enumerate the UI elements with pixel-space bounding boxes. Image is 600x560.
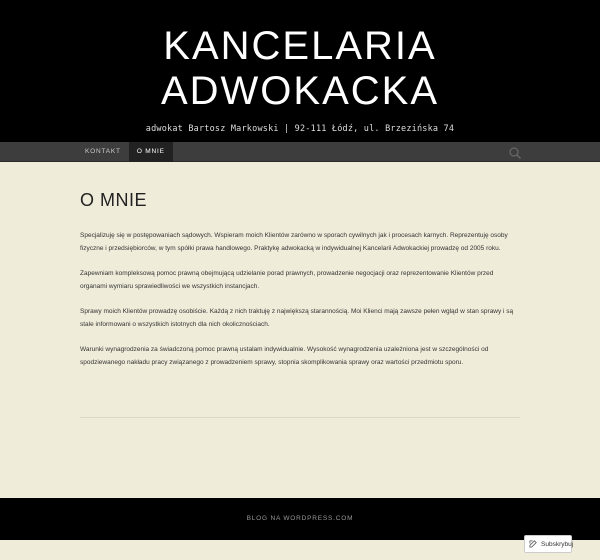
subscribe-label: Subskrybuj — [541, 540, 574, 548]
site-title-line1: KANCELARIA — [163, 24, 437, 68]
nav-item-o-mnie[interactable]: O MNIE — [129, 142, 173, 162]
footer-wordpress-link[interactable]: BLOG NA WORDPRESS.COM — [246, 515, 354, 522]
site-title[interactable] — [0, 24, 600, 114]
subscribe-button[interactable] — [524, 535, 572, 553]
main-navigation — [0, 142, 600, 162]
content-paragraph: Zapewniam kompleksową pomoc prawną obejmującą udzielanie porad prawnych, prowadzenie negocjacji oraz reprezentowanie Klientów przed organami wymiaru sprawiedliwości we wszystkich instancjach. — [80, 270, 494, 290]
page-title: O MNIE — [80, 190, 148, 210]
site-tagline: adwokat Bartosz Markowski | 92-111 Łódź, ul. Brzezińska 74 — [145, 124, 455, 134]
content-paragraph: Sprawy moich Klientów prowadzę osobiście. Każdą z nich traktuję z największą starannością. Moi Klienci mają zawsze pełen wgląd w stan sprawy i są stale informowani o wszystkich istotnych dla nich okolicznościach. — [80, 308, 514, 328]
content-divider — [80, 417, 520, 418]
site-header — [0, 0, 600, 142]
site-title-line2: ADWOKACKA — [160, 69, 440, 113]
nav-item-kontakt[interactable]: KONTAKT — [85, 148, 121, 155]
page-content — [80, 190, 520, 381]
subscribe-icon — [529, 539, 538, 550]
content-paragraph: Warunki wynagrodzenia za świadczoną pomoc prawną ustalam indywidualnie. Wysokość wynagrodzenia uzależniona jest w szczególności od spodziewanego nakładu pracy związanego z prowadzeniem sprawy, stopnia skomplikowania sprawy oraz wartości przedmiotu sporu. — [80, 346, 489, 366]
site-footer — [0, 498, 600, 540]
content-paragraph: Specjalizuję się w postępowaniach sądowych. Wspieram moich Klientów zarówno w sporach cywilnych jak i procesach karnych. Reprezentuję osoby fizyczne i przedsiębiorców, w tym spółki prawa handlowego. Praktykę adwokacką w indywidualnej Kancelarii Adwokackiej prowadzę od 2005 roku. — [80, 232, 508, 252]
search-icon[interactable] — [508, 146, 522, 160]
